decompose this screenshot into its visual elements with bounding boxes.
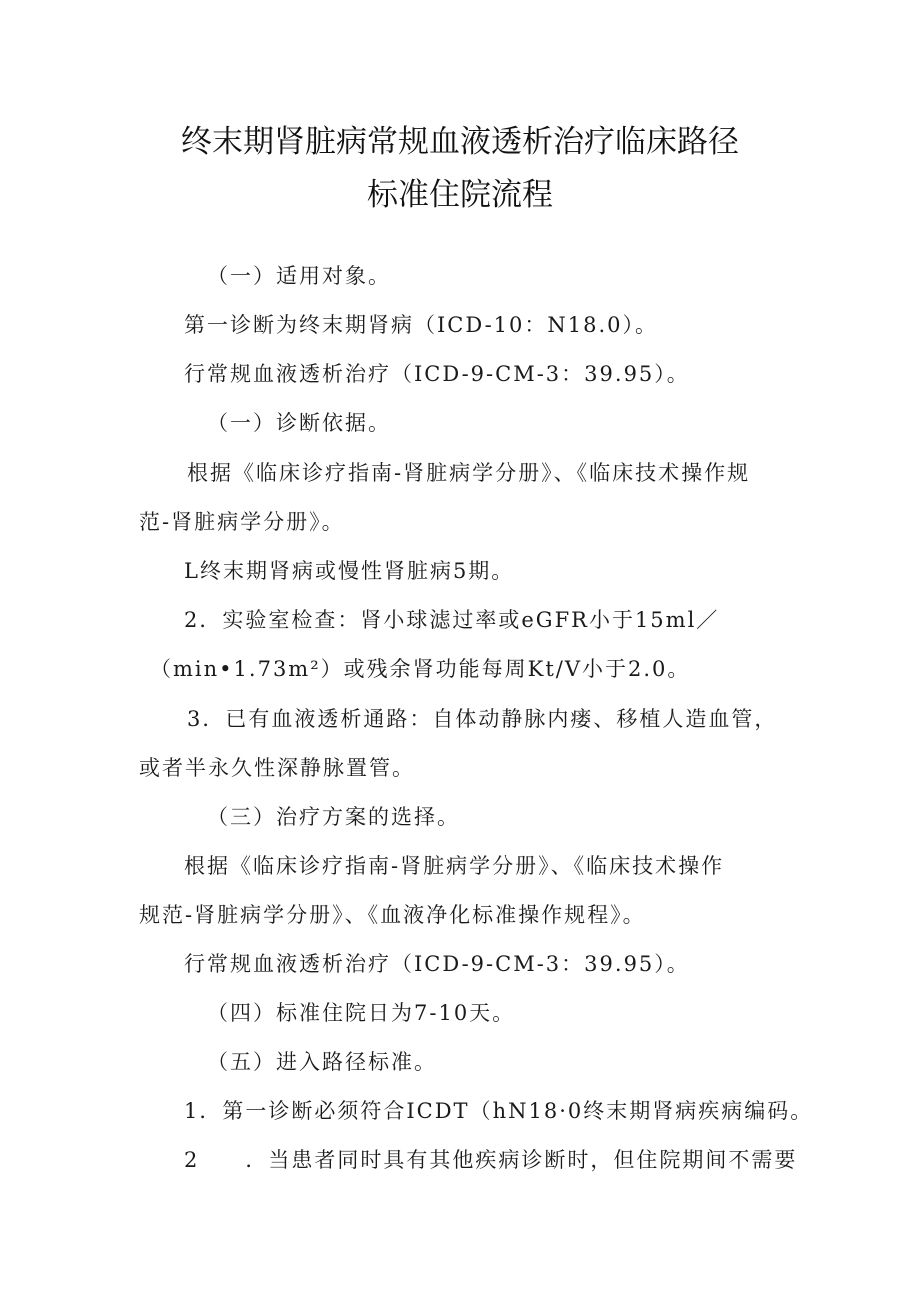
paragraph-line: （min•1.73m²）或残余肾功能每周Kt/V小于2.0。: [150, 657, 691, 681]
list-item: 3．已有血液透析通路：自体动静脉内瘘、移植人造血管，: [187, 707, 778, 731]
list-item: 2．实验室检查：肾小球滤过率或eGFR小于15ml／: [184, 608, 720, 632]
section-heading-applicable-objects: （一）适用对象。: [207, 264, 391, 288]
paragraph-line: 第一诊断为终末期肾病（ICD-10：N18.0）。: [184, 313, 659, 337]
section-heading-treatment-plan: （三）治疗方案的选择。: [207, 805, 460, 829]
list-item: 2 ．当患者同时具有其他疾病诊断时，但住院期间不需要: [184, 1148, 798, 1172]
paragraph-line: 根据《临床诊疗指南-肾脏病学分册》、《临床技术操作: [184, 854, 725, 878]
paragraph-line: 根据《临床诊疗指南-肾脏病学分册》、《临床技术操作规: [187, 461, 751, 485]
document-title-line-1: 终末期肾脏病常规血液透析治疗临床路径: [181, 124, 739, 160]
paragraph-line: 行常规血液透析治疗（ICD-9-CM-3：39.95）。: [184, 362, 690, 386]
list-item: L终末期肾病或慢性肾脏病5期。: [184, 559, 515, 583]
paragraph-line: 范-肾脏病学分册》。: [139, 510, 345, 534]
paragraph-line: 规范-肾脏病学分册》、《血液净化标准操作规程》。: [139, 903, 646, 927]
section-heading-hospital-stay: （四）标准住院日为7-10天。: [207, 1001, 516, 1025]
paragraph-line: 行常规血液透析治疗（ICD-9-CM-3：39.95）。: [184, 952, 690, 976]
paragraph-line: 或者半永久性深静脉置管。: [139, 756, 415, 780]
section-heading-entry-criteria: （五）进入路径标准。: [207, 1050, 437, 1074]
section-heading-diagnosis-basis: （一）诊断依据。: [207, 411, 391, 435]
document-title-line-2: 标准住院流程: [367, 177, 553, 213]
list-item: 1．第一诊断必须符合ICDT（hN18·0终末期肾病疾病编码。: [184, 1099, 814, 1123]
